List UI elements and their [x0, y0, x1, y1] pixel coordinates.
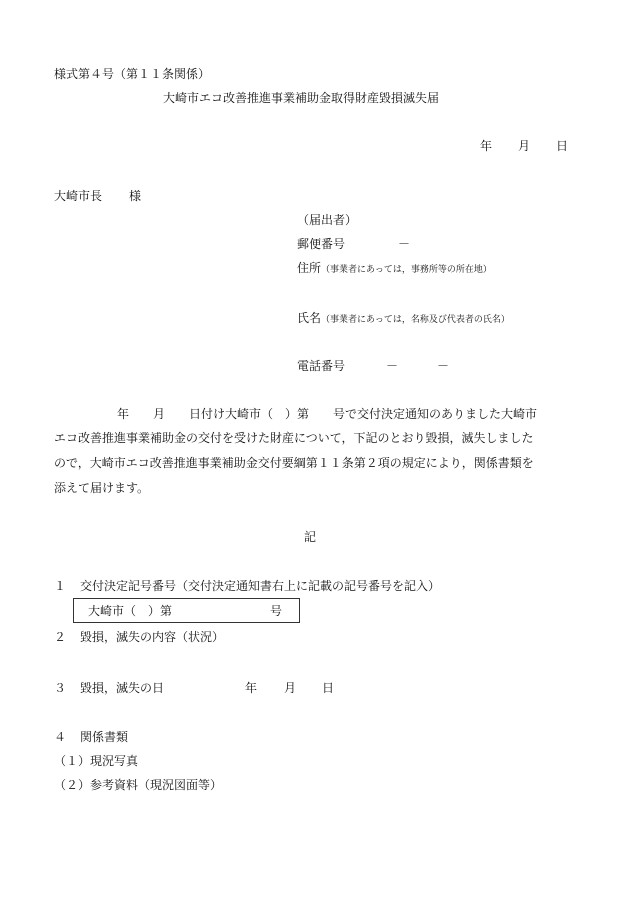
name-note: （事業者にあっては，名称及び代表者の氏名）: [321, 315, 510, 325]
decision-number-prefix: 大崎市（ ）第: [88, 604, 173, 618]
date-year-label: 年: [480, 139, 493, 153]
body-line-2: エコ改善推進事業補助金の交付を受けた財産について，下記のとおり毀損，滅失しました: [54, 431, 534, 445]
phone-dash-1: －: [386, 359, 399, 373]
recipient-honorific: 様: [129, 189, 142, 203]
item-2-number: ２: [54, 630, 67, 644]
address-label: 住所: [297, 261, 322, 275]
item-4-label: 関係書類: [80, 730, 129, 744]
address-note: （事業者にあっては，事務所等の所在地）: [321, 265, 492, 275]
decision-number-suffix: 号: [270, 604, 283, 618]
item-4-sub-1: （１）現況写真: [54, 754, 139, 768]
date-month-label: 月: [518, 139, 531, 153]
body-line-3: ので，大崎市エコ改善推進事業補助金交付要綱第１１条第２項の規定により，関係書類を: [54, 456, 534, 470]
item-3-number: ３: [54, 681, 67, 695]
phone-dash-2: －: [437, 359, 450, 373]
name-field: [297, 312, 510, 325]
item-3-year: 年: [245, 681, 258, 695]
item-1-label: 交付決定記号番号（交付決定通知書右上に記載の記号番号を記入）: [80, 579, 441, 593]
document-title: 大崎市エコ改善推進事業補助金取得財産毀損滅失届: [163, 91, 440, 105]
item-4-sub-2: （２）参考資料（現況図面等）: [54, 778, 223, 792]
postal-code-dash: －: [398, 237, 411, 251]
postal-code-label: 郵便番号: [297, 237, 346, 251]
item-1-number: １: [54, 579, 67, 593]
item-3-month: 月: [284, 681, 297, 695]
name-label: 氏名: [297, 311, 322, 325]
item-2-label: 毀損，滅失の内容（状況）: [80, 630, 225, 644]
body-line-4: 添えて届けます。: [54, 481, 150, 495]
ki-heading: 記: [304, 530, 317, 544]
address-field: [297, 262, 492, 275]
item-3-label: 毀損，滅失の日: [80, 681, 165, 695]
phone-label: 電話番号: [297, 359, 346, 373]
applicant-section-label: （届出者）: [297, 213, 358, 227]
body-line-1: 年 月 日付け大崎市（ ）第 号で交付決定通知のありました大崎市: [117, 407, 538, 421]
item-4-number: ４: [54, 730, 67, 744]
form-number: 様式第４号（第１１条関係）: [54, 67, 211, 81]
item-3-day: 日: [322, 681, 335, 695]
date-day-label: 日: [556, 139, 569, 153]
recipient-name: 大崎市長: [54, 189, 103, 203]
